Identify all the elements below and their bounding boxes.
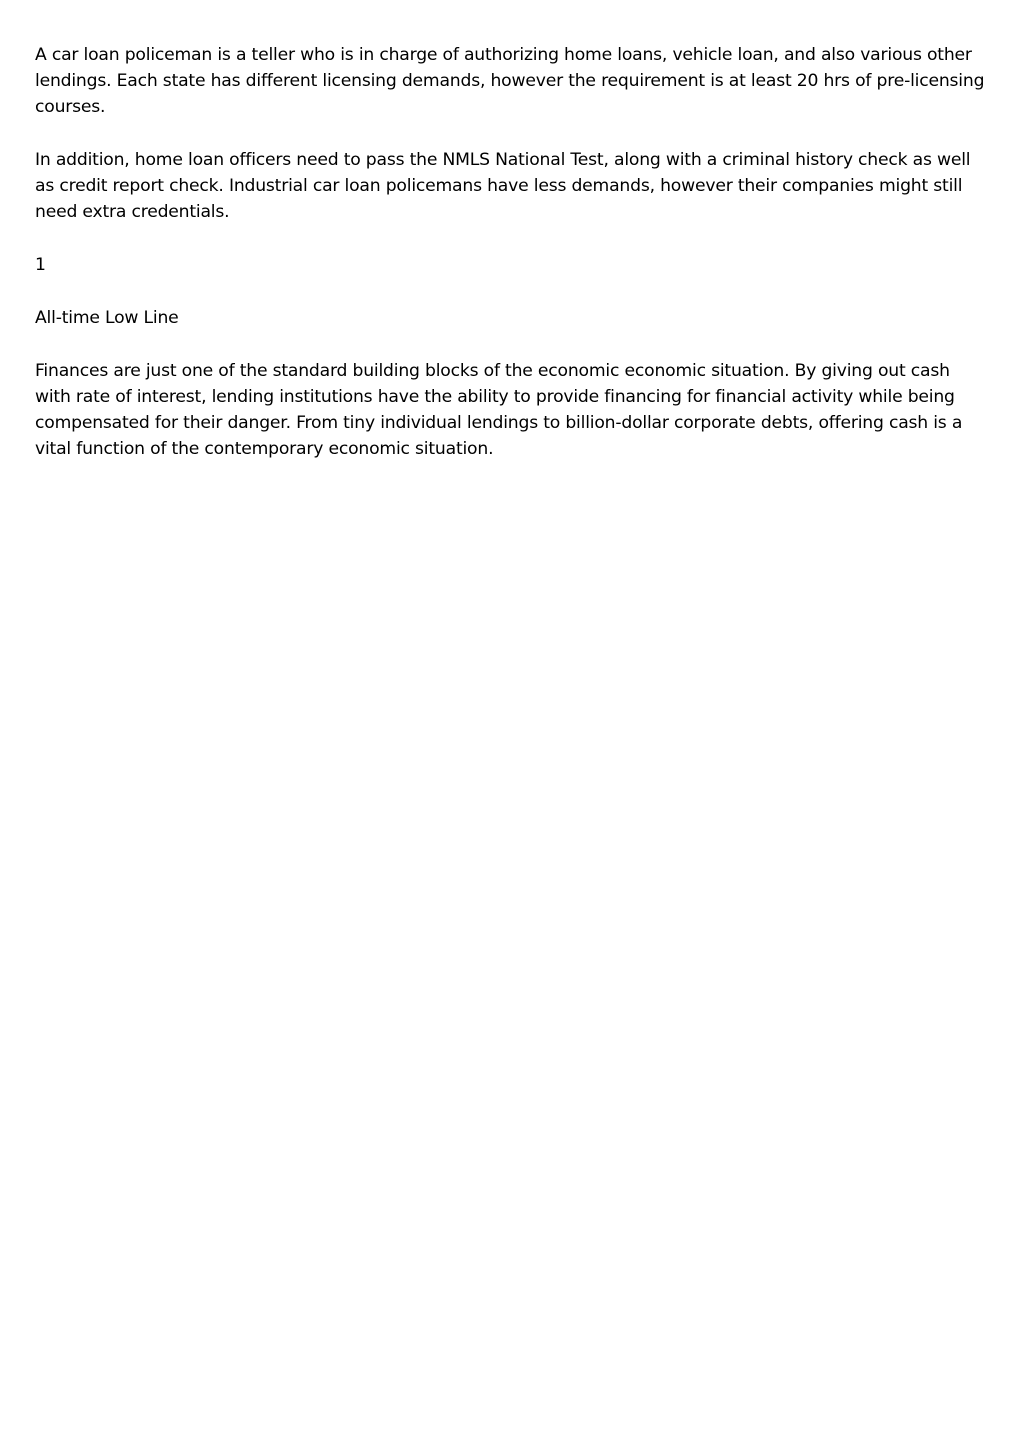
paragraph-finances: Finances are just one of the standard building blocks of the economic economic situation. By giving out cash with rate of interest, lending institutions have the ability to provide financing for financial activity while being compensated for their danger. From tiny individual lendings to billion-dollar corporate debts, offering cash is a vital function of the contemporary economic situation. [35,361,963,459]
paragraph-loan-officer-intro: A car loan policeman is a teller who is in charge of authorizing home loans, vehicle loan, and also various other lendings. Each state has different licensing demands, however the requirement is at least 20 hrs of pre-licensing courses. [35,45,985,117]
paragraph-nmls-test: In addition, home loan officers need to pass the NMLS National Test, along with a criminal history check as well as credit report check. Industrial car loan policemans have less demands, however their companies might still need extra credentials. [35,150,971,222]
section-number: 1 [35,255,46,275]
document-body [35,42,990,489]
section-heading: All-time Low Line [35,308,179,328]
